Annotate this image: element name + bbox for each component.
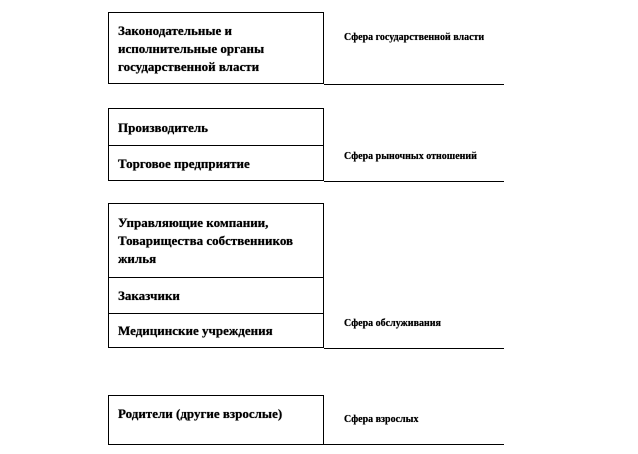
actor-government-bodies: Законодательные и исполнительные органы государственной власти (118, 22, 265, 74)
actor-box-government (108, 12, 324, 84)
sphere-label-adults: Сфера взрослых (344, 414, 419, 425)
actor-medical-institutions: Медицинские учреждения (109, 313, 323, 347)
sphere-baseline-services (324, 348, 504, 349)
actor-box-market (108, 108, 324, 181)
actor-producer: Производитель (118, 119, 209, 135)
actor-parents: Родители (другие взрослые) (118, 406, 283, 421)
sphere-baseline-market (324, 181, 504, 182)
actor-management-companies: Управляющие компании, Товарищества собственников жилья (118, 215, 294, 266)
sphere-label-services: Сфера обслуживания (344, 318, 441, 329)
sphere-label-market: Сфера рыночных отношений (344, 151, 477, 162)
sphere-baseline-government (324, 84, 504, 85)
actor-customers: Заказчики (109, 277, 323, 313)
actor-trade-enterprise: Торговое предприятие (109, 145, 323, 180)
actor-box-adults (108, 395, 324, 445)
actor-box-services (108, 203, 324, 348)
sphere-baseline-adults (324, 444, 504, 445)
sphere-label-government: Сфера государственной власти (344, 32, 485, 43)
